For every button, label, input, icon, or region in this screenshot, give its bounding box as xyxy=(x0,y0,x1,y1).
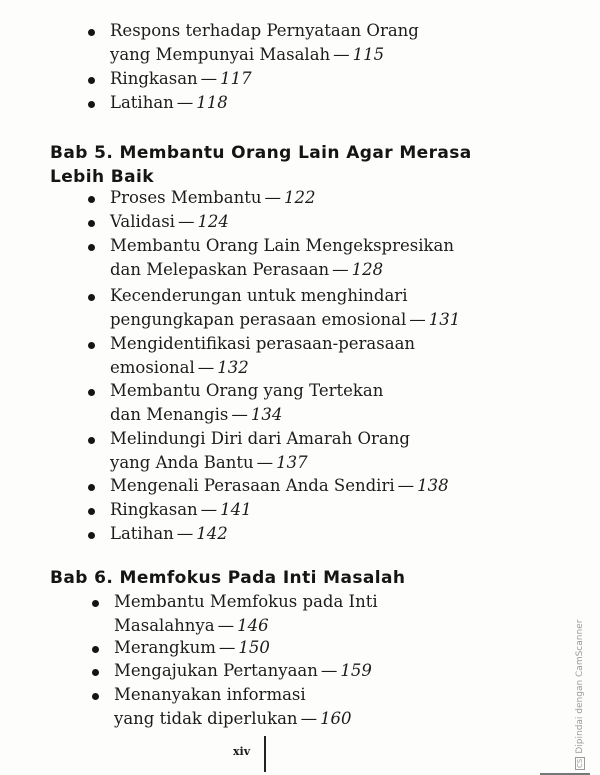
toc-entry xyxy=(114,590,378,638)
toc-entry xyxy=(110,91,228,115)
entry-text-cont: dan Menangis xyxy=(110,405,229,424)
bullet-icon xyxy=(88,532,95,539)
chapter-title-line1: Bab 6. Memfokus Pada Inti Masalah xyxy=(50,568,406,588)
entry-text: Validasi xyxy=(110,212,175,231)
entry-text-cont: yang Mempunyai Masalah xyxy=(110,45,331,64)
page-number: 115 xyxy=(352,45,385,64)
entry-text: Membantu Orang Lain Mengekspresikan xyxy=(110,236,454,255)
dash: — xyxy=(197,358,215,377)
bullet-icon xyxy=(92,600,99,607)
bullet-icon xyxy=(88,342,95,349)
toc-entry xyxy=(110,379,383,427)
toc-entry xyxy=(110,332,415,380)
page-number: 117 xyxy=(220,69,252,88)
entry-text: Mengidentifikasi perasaan-perasaan xyxy=(110,334,416,353)
entry-text: Mengajukan Pertanyaan xyxy=(114,661,318,680)
entry-text-cont: yang tidak diperlukan xyxy=(114,709,298,728)
bullet-icon xyxy=(88,244,95,251)
dash: — xyxy=(177,212,195,231)
page-number: 141 xyxy=(220,500,252,519)
bullet-icon xyxy=(88,77,95,84)
bullet-icon xyxy=(92,669,99,676)
dash: — xyxy=(176,524,194,543)
entry-text: Menanyakan informasi xyxy=(114,685,306,704)
toc-entry xyxy=(114,636,270,660)
entry-text-cont: pengungkapan perasaan emosional xyxy=(110,310,407,329)
page-number: 134 xyxy=(250,405,283,424)
dash: — xyxy=(397,476,415,495)
scanner-watermark xyxy=(575,620,585,770)
page-number: 137 xyxy=(276,453,308,472)
page-number: 159 xyxy=(340,661,372,680)
bullet-icon xyxy=(92,693,99,700)
entry-text: Respons terhadap Pernyataan Orang xyxy=(110,21,419,40)
dash: — xyxy=(176,93,194,112)
entry-text: Mengenali Perasaan Anda Sendiri xyxy=(110,476,395,495)
dash: — xyxy=(320,661,338,680)
toc-entry xyxy=(110,474,449,498)
page-number: 142 xyxy=(196,524,228,543)
chapter-title xyxy=(50,566,405,590)
bullet-icon xyxy=(88,29,95,36)
dash: — xyxy=(200,69,218,88)
page-number: 132 xyxy=(217,358,249,377)
toc-entry xyxy=(110,498,252,522)
entry-text: Proses Membantu xyxy=(110,188,262,207)
dash: — xyxy=(200,500,218,519)
page-number: 128 xyxy=(351,260,384,279)
dash: — xyxy=(256,453,274,472)
bullet-icon xyxy=(88,294,95,301)
entry-text-cont: yang Anda Bantu xyxy=(110,453,254,472)
toc-entry xyxy=(110,67,252,91)
entry-text: Latihan xyxy=(110,524,174,543)
dash: — xyxy=(231,405,248,424)
dash: — xyxy=(218,638,236,657)
toc-entry xyxy=(110,186,315,210)
toc-entry xyxy=(110,284,460,332)
dash: — xyxy=(333,45,350,64)
entry-text-cont: Masalahnya xyxy=(114,616,215,635)
page-number: 138 xyxy=(417,476,449,495)
dash: — xyxy=(264,188,281,207)
bullet-icon xyxy=(92,646,99,653)
dash: — xyxy=(300,709,318,728)
entry-text-cont: emosional xyxy=(110,358,195,377)
bullet-icon xyxy=(88,389,95,396)
entry-text: Melindungi Diri dari Amarah Orang xyxy=(110,429,410,448)
entry-text: Kecenderungan untuk menghindari xyxy=(110,286,408,305)
chapter-title-line2: Lebih Baik xyxy=(50,167,154,187)
bullet-icon xyxy=(88,484,95,491)
dash: — xyxy=(332,260,349,279)
entry-text: Ringkasan xyxy=(110,69,198,88)
dash: — xyxy=(217,616,235,635)
chapter-title xyxy=(50,141,472,189)
toc-entry xyxy=(114,659,372,683)
page-number: 146 xyxy=(237,616,269,635)
entry-text: Merangkum xyxy=(114,638,216,657)
chapter-title-line1: Bab 5. Membantu Orang Lain Agar Merasa xyxy=(50,143,472,163)
bullet-icon xyxy=(88,196,95,203)
page-number: 150 xyxy=(238,638,270,657)
footer-divider xyxy=(264,736,266,772)
entry-text: Latihan xyxy=(110,93,174,112)
toc-entry xyxy=(114,683,352,731)
bullet-icon xyxy=(88,508,95,515)
toc-entry xyxy=(110,234,454,282)
toc-entry xyxy=(110,427,410,475)
page-number: 122 xyxy=(283,188,316,207)
entry-text-cont: dan Melepaskan Perasaan xyxy=(110,260,330,279)
entry-text: Ringkasan xyxy=(110,500,198,519)
toc-entry xyxy=(110,522,228,546)
footer-page-number: xiv xyxy=(233,745,251,758)
camscanner-logo-icon: CS xyxy=(576,758,584,768)
page-number: 124 xyxy=(197,212,229,231)
watermark-text: Dipindai dengan CamScanner xyxy=(575,619,585,754)
bullet-icon xyxy=(88,437,95,444)
dash: — xyxy=(409,310,426,329)
toc-entry xyxy=(110,19,419,67)
toc-entry xyxy=(110,210,229,234)
page-number: 131 xyxy=(428,310,461,329)
entry-text: Membantu Orang yang Tertekan xyxy=(110,381,384,400)
bullet-icon xyxy=(88,220,95,227)
page-number: 160 xyxy=(320,709,352,728)
page-number: 118 xyxy=(196,93,228,112)
entry-text: Membantu Memfokus pada Inti xyxy=(114,592,378,611)
bullet-icon xyxy=(88,101,95,108)
